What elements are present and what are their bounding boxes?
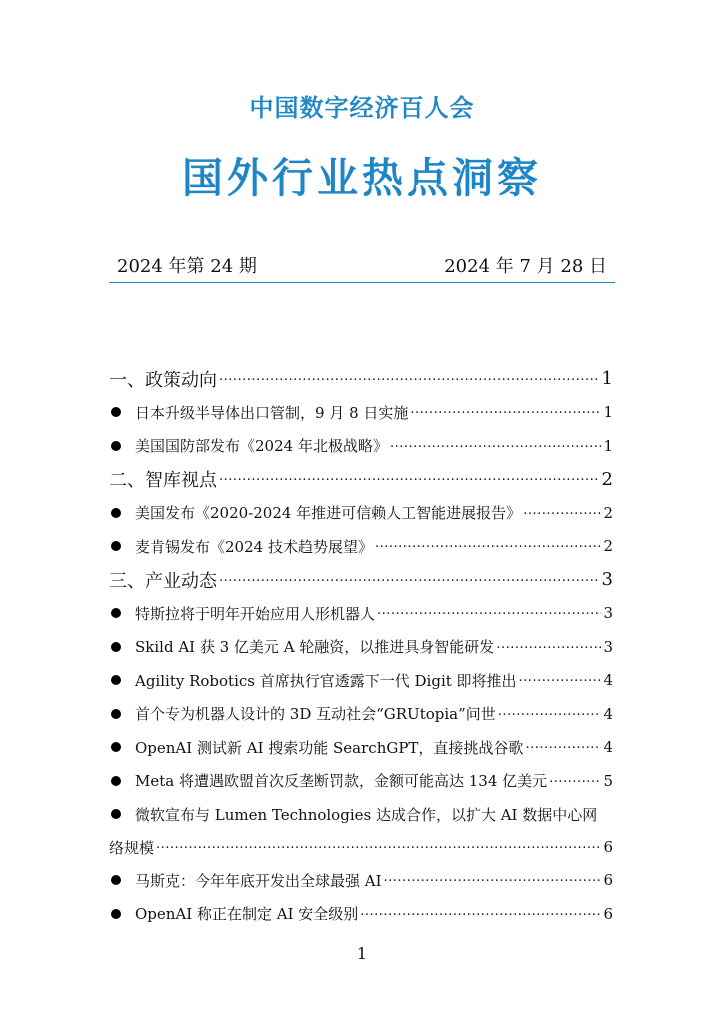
- bullet-icon: [111, 642, 121, 652]
- toc-leader: [525, 745, 601, 757]
- bullet-icon: [111, 541, 121, 551]
- toc-item-label: 特斯拉将于明年开始应用人形机器人: [135, 604, 376, 623]
- toc-leader: [375, 544, 602, 556]
- toc-section-label: 一、政策动向: [109, 369, 217, 391]
- toc-item-label-line2: 络规模: [109, 838, 155, 857]
- toc-page-number: 3: [603, 604, 613, 623]
- toc-leader: [377, 611, 601, 623]
- toc-leader: [496, 645, 601, 657]
- toc-item[interactable]: [109, 630, 613, 664]
- toc-page-number: 2: [601, 468, 613, 490]
- bullet-icon: [111, 776, 121, 786]
- toc-leader: [219, 578, 600, 590]
- toc-leader: [549, 779, 601, 791]
- toc-leader: [390, 444, 602, 456]
- toc-leader: [219, 377, 600, 389]
- toc-leader: [519, 678, 602, 690]
- toc-item[interactable]: [109, 864, 613, 898]
- toc-page-number: 1: [603, 436, 613, 455]
- toc-item[interactable]: [109, 530, 613, 564]
- bullet-icon: [111, 407, 121, 417]
- toc-section-label: 二、智库视点: [109, 470, 217, 492]
- toc-item-label: Meta 将遭遇欧盟首次反垄断罚款，金额可能高达 134 亿美元: [135, 772, 548, 791]
- bullet-icon: [111, 608, 121, 618]
- toc-page-number: 4: [603, 671, 613, 690]
- toc-item[interactable]: [109, 731, 613, 765]
- issue-number: 2024 年第 24 期: [117, 256, 257, 277]
- toc-section[interactable]: [109, 563, 613, 597]
- toc-item[interactable]: [109, 764, 613, 798]
- bullet-icon: [111, 909, 121, 919]
- toc-item[interactable]: [109, 597, 613, 631]
- toc-item-label: 首个专为机器人设计的 3D 互动社会“GRUtopia”问世: [135, 705, 496, 724]
- toc-item-label: 麦肯锡发布《2024 技术趋势展望》: [135, 537, 373, 556]
- issue-meta: [117, 252, 607, 280]
- toc-item-label-line1: 微软宣布与 Lumen Technologies 达成合作，以扩大 AI 数据中心网: [135, 805, 598, 824]
- toc-page-number: 3: [603, 637, 613, 656]
- toc-item-label: 马斯克：今年年底开发出全球最强 AI: [135, 871, 382, 890]
- toc-item[interactable]: [109, 798, 613, 864]
- toc-item[interactable]: [109, 496, 613, 530]
- header-divider: [109, 282, 615, 283]
- bullet-icon: [111, 441, 121, 451]
- toc-section[interactable]: [109, 362, 613, 396]
- toc-page-number: 6: [603, 904, 613, 923]
- toc-leader: [219, 477, 600, 489]
- toc-page-number: 1: [603, 403, 613, 422]
- toc-item[interactable]: [109, 697, 613, 731]
- toc-page-number: 2: [603, 503, 613, 522]
- toc-item-label: Skild AI 获 3 亿美元 A 轮融资，以推进具身智能研发: [135, 638, 495, 657]
- toc-item-label: 美国国防部发布《2024 年北极战略》: [135, 437, 388, 456]
- toc-leader: [498, 712, 602, 724]
- toc-leader: [410, 410, 601, 422]
- toc-item[interactable]: [109, 897, 613, 931]
- bullet-icon: [111, 809, 121, 819]
- toc-page-number: 4: [603, 704, 613, 723]
- bullet-icon: [111, 742, 121, 752]
- toc-leader: [384, 878, 602, 890]
- bullet-icon: [111, 675, 121, 685]
- toc-page-number: 2: [603, 537, 613, 556]
- toc-leader: [360, 912, 601, 924]
- bullet-icon: [111, 709, 121, 719]
- toc-section-label: 三、产业动态: [109, 570, 217, 592]
- toc-item-label: OpenAI 称正在制定 AI 安全级别: [135, 905, 359, 924]
- toc-section[interactable]: [109, 463, 613, 497]
- organization-name: 中国数字经济百人会: [249, 94, 475, 122]
- toc-page-number: 4: [603, 738, 613, 757]
- toc-page-number: 5: [603, 771, 613, 790]
- issue-date: 2024 年 7 月 28 日: [444, 256, 607, 277]
- toc-item-label: OpenAI 测试新 AI 搜索功能 SearchGPT，直接挑战谷歌: [135, 738, 524, 757]
- toc-page-number: 1: [601, 368, 613, 390]
- toc-item-label: Agility Robotics 首席执行官透露下一代 Digit 即将推出: [135, 671, 517, 690]
- table-of-contents: [109, 362, 613, 931]
- toc-item[interactable]: [109, 396, 613, 430]
- toc-leader: [523, 511, 601, 523]
- toc-page-number: 6: [603, 871, 613, 890]
- toc-item-label: 日本升级半导体出口管制，9 月 8 日实施: [135, 403, 409, 422]
- toc-item[interactable]: [109, 664, 613, 698]
- bullet-icon: [111, 508, 121, 518]
- report-title: 国外行业热点洞察: [182, 154, 542, 202]
- toc-leader: [156, 845, 601, 857]
- toc-page-number: 6: [603, 838, 613, 856]
- page-number: 1: [356, 944, 368, 963]
- toc-item-label: 美国发布《2020-2024 年推进可信赖人工智能进展报告》: [135, 504, 522, 523]
- toc-page-number: 3: [601, 569, 613, 591]
- bullet-icon: [111, 875, 121, 885]
- toc-item[interactable]: [109, 429, 613, 463]
